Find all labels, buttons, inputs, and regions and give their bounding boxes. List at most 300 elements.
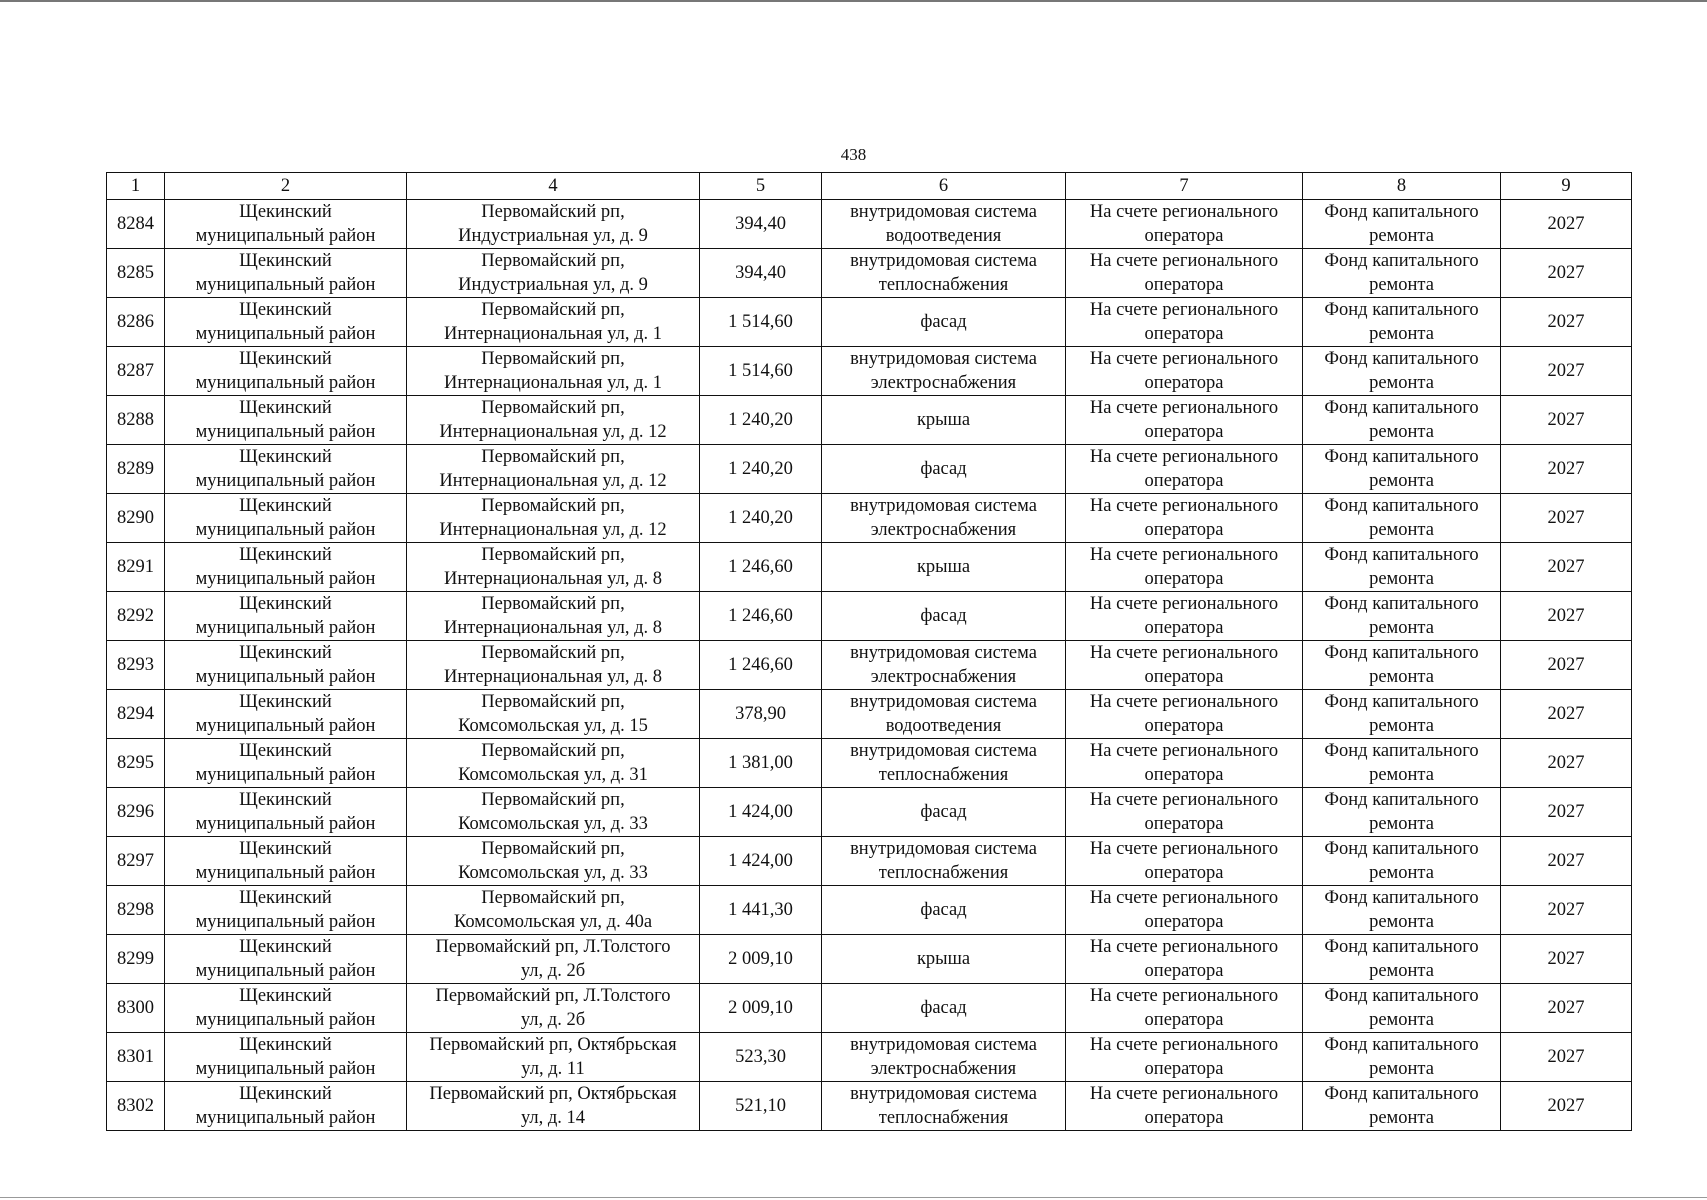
work-type-cell-line: теплоснабжения <box>878 765 1009 785</box>
account-cell-line: оператора <box>1144 618 1224 638</box>
district-cell-line: Щекинский <box>239 986 332 1006</box>
account-cell-line: На счете регионального <box>1089 251 1279 271</box>
year-cell: 2027 <box>1501 543 1632 592</box>
work-type-cell <box>822 935 1066 984</box>
funding-source-cell-line: ремонта <box>1369 667 1434 687</box>
district-cell-line: муниципальный район <box>195 912 376 932</box>
scan-edge-top <box>0 0 1707 2</box>
row-number-cell: 8292 <box>107 592 165 641</box>
account-cell-line: оператора <box>1144 324 1224 344</box>
account-cell <box>1066 494 1303 543</box>
district-cell <box>165 788 407 837</box>
address-cell <box>407 396 700 445</box>
funding-source-cell-line: ремонта <box>1369 275 1434 295</box>
work-type-cell <box>822 690 1066 739</box>
table-row <box>107 690 1632 739</box>
account-cell-line: На счете регионального <box>1089 545 1279 565</box>
address-cell-line: ул, д. 11 <box>521 1059 585 1079</box>
year-cell: 2027 <box>1501 788 1632 837</box>
district-cell <box>165 641 407 690</box>
funding-source-cell-line: ремонта <box>1369 618 1434 638</box>
year-cell: 2027 <box>1501 249 1632 298</box>
account-cell-line: На счете регионального <box>1089 692 1279 712</box>
district-cell <box>165 1033 407 1082</box>
work-type-cell-line: внутридомовая система <box>850 251 1037 271</box>
table-row <box>107 592 1632 641</box>
funding-source-cell <box>1303 396 1501 445</box>
address-cell-line: Комсомольская ул, д. 31 <box>458 765 648 785</box>
account-cell-line: оператора <box>1144 373 1224 393</box>
district-cell-line: муниципальный район <box>195 667 376 687</box>
account-cell-line: оператора <box>1144 765 1224 785</box>
account-cell <box>1066 739 1303 788</box>
funding-source-cell-line: Фонд капитального <box>1324 839 1479 859</box>
account-cell <box>1066 298 1303 347</box>
funding-source-cell <box>1303 1082 1501 1131</box>
work-type-cell-line: внутридомовая система <box>850 692 1037 712</box>
funding-source-cell-line: Фонд капитального <box>1324 545 1479 565</box>
address-cell-line: Первомайский рп, <box>481 839 625 859</box>
funding-source-cell-line: ремонта <box>1369 814 1434 834</box>
funding-source-cell <box>1303 984 1501 1033</box>
account-cell-line: оператора <box>1144 569 1224 589</box>
table-row <box>107 984 1632 1033</box>
row-number-cell: 8291 <box>107 543 165 592</box>
row-number-cell: 8300 <box>107 984 165 1033</box>
district-cell-line: муниципальный район <box>195 275 376 295</box>
account-cell <box>1066 886 1303 935</box>
work-type-cell-line: внутридомовая система <box>850 643 1037 663</box>
district-cell <box>165 984 407 1033</box>
district-cell-line: Щекинский <box>239 839 332 859</box>
district-cell <box>165 837 407 886</box>
row-number-cell: 8288 <box>107 396 165 445</box>
district-cell <box>165 249 407 298</box>
work-type-cell <box>822 347 1066 396</box>
district-cell-line: муниципальный район <box>195 569 376 589</box>
address-cell-line: Первомайский рп, <box>481 447 625 467</box>
row-number-cell: 8293 <box>107 641 165 690</box>
district-cell <box>165 1082 407 1131</box>
area-cell: 1 246,60 <box>700 543 822 592</box>
funding-source-cell <box>1303 1033 1501 1082</box>
funding-source-cell-line: ремонта <box>1369 226 1434 246</box>
district-cell <box>165 445 407 494</box>
address-cell <box>407 347 700 396</box>
table-row <box>107 641 1632 690</box>
account-cell-line: оператора <box>1144 275 1224 295</box>
district-cell-line: муниципальный район <box>195 324 376 344</box>
work-type-cell-line: крыша <box>916 557 971 577</box>
address-cell-line: Первомайский рп, <box>481 545 625 565</box>
year-cell: 2027 <box>1501 445 1632 494</box>
district-cell-line: муниципальный район <box>195 226 376 246</box>
funding-source-cell <box>1303 494 1501 543</box>
funding-source-cell <box>1303 935 1501 984</box>
row-number-cell: 8299 <box>107 935 165 984</box>
funding-source-cell <box>1303 249 1501 298</box>
area-cell: 394,40 <box>700 249 822 298</box>
account-cell <box>1066 592 1303 641</box>
address-cell-line: Комсомольская ул, д. 15 <box>458 716 648 736</box>
district-cell-line: муниципальный район <box>195 1059 376 1079</box>
work-type-cell-line: электроснабжения <box>870 1059 1017 1079</box>
address-cell-line: ул, д. 2б <box>520 961 586 981</box>
account-cell-line: оператора <box>1144 1010 1224 1030</box>
district-cell <box>165 886 407 935</box>
area-cell: 2 009,10 <box>700 984 822 1033</box>
row-number-cell: 8301 <box>107 1033 165 1082</box>
work-type-cell-line: крыша <box>916 410 971 430</box>
row-number-cell: 8295 <box>107 739 165 788</box>
work-type-cell-line: крыша <box>916 949 971 969</box>
district-cell-line: муниципальный район <box>195 814 376 834</box>
address-cell-line: Первомайский рп, <box>481 692 625 712</box>
table-row <box>107 396 1632 445</box>
address-cell-line: Интернациональная ул, д. 12 <box>439 520 667 540</box>
address-cell <box>407 1033 700 1082</box>
address-cell-line: Интернациональная ул, д. 12 <box>439 422 667 442</box>
area-cell: 1 424,00 <box>700 837 822 886</box>
funding-source-cell-line: ремонта <box>1369 324 1434 344</box>
account-cell-line: На счете регионального <box>1089 839 1279 859</box>
account-cell-line: На счете регионального <box>1089 790 1279 810</box>
year-cell: 2027 <box>1501 984 1632 1033</box>
district-cell <box>165 543 407 592</box>
address-cell-line: ул, д. 2б <box>520 1010 586 1030</box>
district-cell-line: муниципальный район <box>195 863 376 883</box>
district-cell <box>165 396 407 445</box>
account-cell-line: оператора <box>1144 520 1224 540</box>
account-cell <box>1066 543 1303 592</box>
column-header: 7 <box>1066 173 1303 200</box>
account-cell-line: оператора <box>1144 1059 1224 1079</box>
funding-source-cell-line: ремонта <box>1369 1010 1434 1030</box>
row-number-cell: 8289 <box>107 445 165 494</box>
address-cell-line: Первомайский рп, <box>481 594 625 614</box>
table-row <box>107 445 1632 494</box>
row-number-cell: 8297 <box>107 837 165 886</box>
district-cell-line: муниципальный район <box>195 618 376 638</box>
row-number-cell: 8294 <box>107 690 165 739</box>
work-type-cell <box>822 1033 1066 1082</box>
district-cell-line: Щекинский <box>239 300 332 320</box>
year-cell: 2027 <box>1501 1082 1632 1131</box>
address-cell-line: Первомайский рп, <box>481 790 625 810</box>
district-cell-line: муниципальный район <box>195 1108 376 1128</box>
address-cell-line: Индустриальная ул, д. 9 <box>458 226 648 246</box>
address-cell <box>407 445 700 494</box>
address-cell-line: Интернациональная ул, д. 1 <box>444 373 662 393</box>
district-cell-line: муниципальный район <box>195 716 376 736</box>
district-cell <box>165 690 407 739</box>
year-cell: 2027 <box>1501 396 1632 445</box>
funding-source-cell <box>1303 298 1501 347</box>
funding-source-cell-line: ремонта <box>1369 912 1434 932</box>
work-type-cell-line: внутридомовая система <box>850 1084 1037 1104</box>
address-cell-line: Интернациональная ул, д. 8 <box>444 569 662 589</box>
district-cell-line: Щекинский <box>239 496 332 516</box>
account-cell-line: На счете регионального <box>1089 349 1279 369</box>
work-type-cell-line: внутридомовая система <box>850 1035 1037 1055</box>
address-cell <box>407 690 700 739</box>
account-cell-line: На счете регионального <box>1089 937 1279 957</box>
funding-source-cell <box>1303 886 1501 935</box>
account-cell-line: оператора <box>1144 226 1224 246</box>
account-cell-line: На счете регионального <box>1089 643 1279 663</box>
address-cell <box>407 984 700 1033</box>
work-type-cell <box>822 396 1066 445</box>
district-cell-line: Щекинский <box>239 692 332 712</box>
year-cell: 2027 <box>1501 592 1632 641</box>
funding-source-cell-line: Фонд капитального <box>1324 986 1479 1006</box>
district-cell-line: муниципальный район <box>195 373 376 393</box>
funding-source-cell-line: ремонта <box>1369 569 1434 589</box>
funding-source-cell <box>1303 200 1501 249</box>
district-cell-line: муниципальный район <box>195 471 376 491</box>
district-cell <box>165 347 407 396</box>
row-number-cell: 8287 <box>107 347 165 396</box>
district-cell-line: Щекинский <box>239 741 332 761</box>
address-cell-line: Первомайский рп, Октябрьская <box>429 1084 677 1104</box>
funding-source-cell-line: ремонта <box>1369 471 1434 491</box>
funding-source-cell-line: Фонд капитального <box>1324 741 1479 761</box>
funding-source-cell-line: Фонд капитального <box>1324 398 1479 418</box>
funding-source-cell-line: Фонд капитального <box>1324 202 1479 222</box>
funding-source-cell <box>1303 641 1501 690</box>
column-header: 2 <box>165 173 407 200</box>
work-type-cell-line: фасад <box>920 606 967 626</box>
year-cell: 2027 <box>1501 837 1632 886</box>
funding-source-cell <box>1303 788 1501 837</box>
account-cell-line: На счете регионального <box>1089 594 1279 614</box>
year-cell: 2027 <box>1501 886 1632 935</box>
funding-source-cell <box>1303 543 1501 592</box>
account-cell-line: На счете регионального <box>1089 398 1279 418</box>
area-cell: 1 240,20 <box>700 445 822 494</box>
area-cell: 1 240,20 <box>700 494 822 543</box>
row-number-cell: 8302 <box>107 1082 165 1131</box>
account-cell <box>1066 249 1303 298</box>
register-table <box>106 172 1632 1131</box>
account-cell <box>1066 935 1303 984</box>
address-cell-line: Первомайский рп, Л.Толстого <box>435 937 671 957</box>
district-cell-line: Щекинский <box>239 790 332 810</box>
funding-source-cell-line: Фонд капитального <box>1324 643 1479 663</box>
funding-source-cell-line: ремонта <box>1369 961 1434 981</box>
table-row <box>107 886 1632 935</box>
work-type-cell <box>822 494 1066 543</box>
funding-source-cell <box>1303 837 1501 886</box>
account-cell <box>1066 200 1303 249</box>
address-cell-line: Первомайский рп, <box>481 300 625 320</box>
district-cell-line: Щекинский <box>239 888 332 908</box>
account-cell-line: оператора <box>1144 716 1224 736</box>
scan-edge-bottom <box>0 1197 1707 1198</box>
address-cell-line: Первомайский рп, <box>481 398 625 418</box>
work-type-cell-line: фасад <box>920 998 967 1018</box>
funding-source-cell-line: ремонта <box>1369 765 1434 785</box>
work-type-cell <box>822 200 1066 249</box>
row-number-cell: 8290 <box>107 494 165 543</box>
district-cell <box>165 935 407 984</box>
account-cell-line: оператора <box>1144 1108 1224 1128</box>
account-cell-line: оператора <box>1144 422 1224 442</box>
year-cell: 2027 <box>1501 200 1632 249</box>
funding-source-cell-line: Фонд капитального <box>1324 496 1479 516</box>
account-cell <box>1066 984 1303 1033</box>
table-row <box>107 494 1632 543</box>
district-cell-line: муниципальный район <box>195 961 376 981</box>
address-cell-line: Индустриальная ул, д. 9 <box>458 275 648 295</box>
work-type-cell <box>822 886 1066 935</box>
account-cell-line: На счете регионального <box>1089 447 1279 467</box>
funding-source-cell-line: Фонд капитального <box>1324 1084 1479 1104</box>
account-cell-line: На счете регионального <box>1089 1035 1279 1055</box>
column-header: 4 <box>407 173 700 200</box>
address-cell-line: Первомайский рп, <box>481 349 625 369</box>
year-cell: 2027 <box>1501 1033 1632 1082</box>
account-cell-line: оператора <box>1144 667 1224 687</box>
funding-source-cell <box>1303 445 1501 494</box>
table-row <box>107 1033 1632 1082</box>
table-row <box>107 543 1632 592</box>
funding-source-cell-line: Фонд капитального <box>1324 888 1479 908</box>
account-cell <box>1066 788 1303 837</box>
work-type-cell-line: внутридомовая система <box>850 741 1037 761</box>
funding-source-cell-line: Фонд капитального <box>1324 692 1479 712</box>
funding-source-cell-line: Фонд капитального <box>1324 251 1479 271</box>
district-cell-line: Щекинский <box>239 251 332 271</box>
work-type-cell-line: теплоснабжения <box>878 275 1009 295</box>
address-cell-line: Первомайский рп, <box>481 643 625 663</box>
address-cell-line: Интернациональная ул, д. 12 <box>439 471 667 491</box>
work-type-cell-line: электроснабжения <box>870 520 1017 540</box>
address-cell <box>407 543 700 592</box>
work-type-cell <box>822 445 1066 494</box>
account-cell <box>1066 1082 1303 1131</box>
funding-source-cell <box>1303 347 1501 396</box>
district-cell <box>165 494 407 543</box>
district-cell <box>165 739 407 788</box>
column-header: 8 <box>1303 173 1501 200</box>
area-cell: 1 381,00 <box>700 739 822 788</box>
account-cell-line: оператора <box>1144 863 1224 883</box>
address-cell-line: Интернациональная ул, д. 1 <box>444 324 662 344</box>
district-cell-line: Щекинский <box>239 545 332 565</box>
address-cell <box>407 494 700 543</box>
work-type-cell-line: внутридомовая система <box>850 839 1037 859</box>
account-cell <box>1066 396 1303 445</box>
funding-source-cell-line: Фонд капитального <box>1324 1035 1479 1055</box>
year-cell: 2027 <box>1501 347 1632 396</box>
district-cell-line: Щекинский <box>239 447 332 467</box>
account-cell-line: оператора <box>1144 471 1224 491</box>
table-row <box>107 1082 1632 1131</box>
row-number-cell: 8284 <box>107 200 165 249</box>
district-cell <box>165 298 407 347</box>
account-cell-line: оператора <box>1144 961 1224 981</box>
address-cell-line: Первомайский рп, Октябрьская <box>429 1035 677 1055</box>
area-cell: 523,30 <box>700 1033 822 1082</box>
area-cell: 1 246,60 <box>700 641 822 690</box>
area-cell: 378,90 <box>700 690 822 739</box>
area-cell: 2 009,10 <box>700 935 822 984</box>
funding-source-cell-line: ремонта <box>1369 520 1434 540</box>
table-row <box>107 935 1632 984</box>
address-cell <box>407 739 700 788</box>
funding-source-cell-line: Фонд капитального <box>1324 349 1479 369</box>
district-cell-line: муниципальный район <box>195 1010 376 1030</box>
work-type-cell-line: водоотведения <box>885 226 1002 246</box>
table-row <box>107 200 1632 249</box>
account-cell <box>1066 837 1303 886</box>
funding-source-cell-line: Фонд капитального <box>1324 937 1479 957</box>
district-cell-line: муниципальный район <box>195 422 376 442</box>
header-row <box>107 173 1632 200</box>
address-cell <box>407 788 700 837</box>
work-type-cell-line: фасад <box>920 900 967 920</box>
work-type-cell-line: фасад <box>920 312 967 332</box>
address-cell <box>407 837 700 886</box>
work-type-cell-line: фасад <box>920 802 967 822</box>
address-cell <box>407 1082 700 1131</box>
funding-source-cell <box>1303 592 1501 641</box>
work-type-cell <box>822 1082 1066 1131</box>
column-header: 6 <box>822 173 1066 200</box>
area-cell: 394,40 <box>700 200 822 249</box>
district-cell <box>165 200 407 249</box>
address-cell <box>407 249 700 298</box>
funding-source-cell-line: Фонд капитального <box>1324 790 1479 810</box>
table-row <box>107 347 1632 396</box>
work-type-cell-line: внутридомовая система <box>850 349 1037 369</box>
year-cell: 2027 <box>1501 690 1632 739</box>
table-row <box>107 788 1632 837</box>
district-cell-line: Щекинский <box>239 202 332 222</box>
work-type-cell <box>822 543 1066 592</box>
work-type-cell <box>822 984 1066 1033</box>
row-number-cell: 8286 <box>107 298 165 347</box>
work-type-cell <box>822 788 1066 837</box>
row-number-cell: 8296 <box>107 788 165 837</box>
address-cell-line: Комсомольская ул, д. 33 <box>458 863 648 883</box>
address-cell-line: Первомайский рп, Л.Толстого <box>435 986 671 1006</box>
work-type-cell-line: теплоснабжения <box>878 1108 1009 1128</box>
address-cell <box>407 935 700 984</box>
account-cell <box>1066 1033 1303 1082</box>
year-cell: 2027 <box>1501 298 1632 347</box>
table-row <box>107 837 1632 886</box>
work-type-cell <box>822 249 1066 298</box>
address-cell-line: Первомайский рп, <box>481 741 625 761</box>
year-cell: 2027 <box>1501 494 1632 543</box>
work-type-cell-line: электроснабжения <box>870 373 1017 393</box>
address-cell <box>407 592 700 641</box>
row-number-cell: 8298 <box>107 886 165 935</box>
column-header: 5 <box>700 173 822 200</box>
address-cell-line: Первомайский рп, <box>481 251 625 271</box>
address-cell-line: Комсомольская ул, д. 40а <box>453 912 653 932</box>
account-cell-line: оператора <box>1144 912 1224 932</box>
work-type-cell-line: внутридомовая система <box>850 202 1037 222</box>
district-cell-line: Щекинский <box>239 643 332 663</box>
address-cell-line: Интернациональная ул, д. 8 <box>444 667 662 687</box>
year-cell: 2027 <box>1501 641 1632 690</box>
work-type-cell-line: электроснабжения <box>870 667 1017 687</box>
account-cell-line: На счете регионального <box>1089 1084 1279 1104</box>
address-cell <box>407 200 700 249</box>
